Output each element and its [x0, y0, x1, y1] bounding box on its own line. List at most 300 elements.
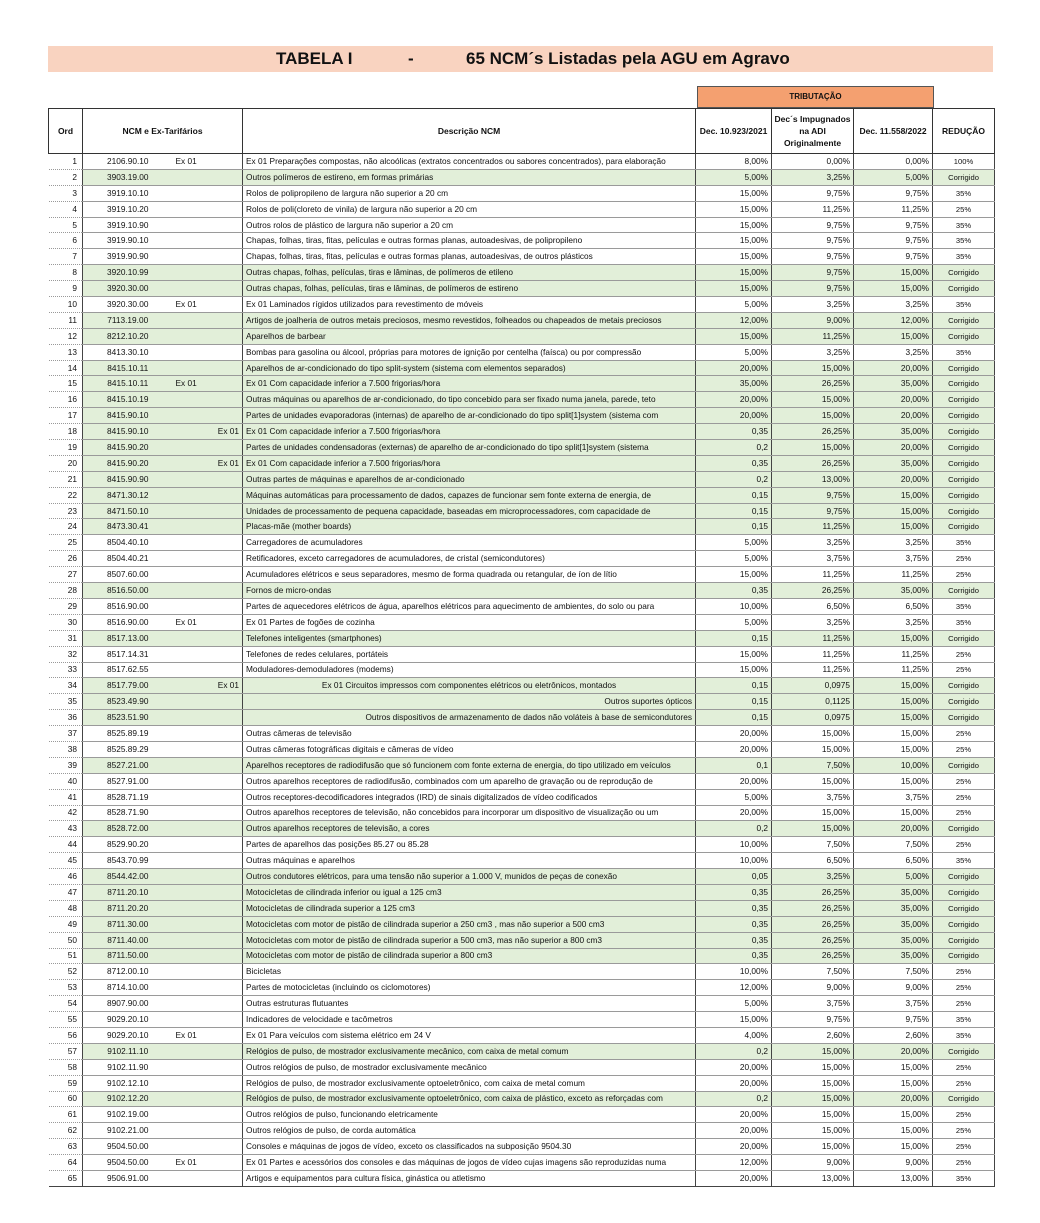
table-row [49, 154, 995, 170]
row-ncm: 8711.20.20 [83, 900, 173, 916]
row-ex-tarifario [173, 535, 243, 551]
row-ex-tarifario [173, 281, 243, 297]
row-reducao: Corrigido [933, 821, 995, 837]
row-reducao: Corrigido [933, 265, 995, 281]
row-descricao: Relógios de pulso, de mostrador exclusivamente optoeletrônico, com caixa de metal comum [243, 1075, 696, 1091]
row-ex-tarifario [173, 392, 243, 408]
row-dec-11558: 10,00% [854, 757, 933, 773]
row-ord: 40 [49, 773, 83, 789]
row-decs-impugnados: 3,25% [772, 344, 854, 360]
row-dec-10923: 0,35 [696, 900, 772, 916]
row-ncm: 8711.50.00 [83, 948, 173, 964]
row-dec-11558: 3,75% [854, 789, 933, 805]
row-decs-impugnados: 0,1125 [772, 694, 854, 710]
row-ncm: 8415.90.10 [83, 408, 173, 424]
row-reducao: Corrigido [933, 884, 995, 900]
row-descricao: Chapas, folhas, tiras, fitas, películas e outras formas planas, autoadesivas, de polipropileno [243, 233, 696, 249]
row-ex-tarifario [173, 1107, 243, 1123]
table-row [49, 916, 995, 932]
row-descricao: Outras estruturas flutuantes [243, 996, 696, 1012]
table-row [49, 694, 995, 710]
row-ncm: 8413.30.10 [83, 344, 173, 360]
table-row [49, 424, 995, 440]
row-decs-impugnados: 3,25% [772, 614, 854, 630]
row-reducao: 35% [933, 233, 995, 249]
row-ncm: 8544.42.00 [83, 869, 173, 885]
table-row [49, 455, 995, 471]
row-descricao: Outros receptores-decodificadores integrados (IRD) de sinais digitalizados de vídeo codificados [243, 789, 696, 805]
row-dec-10923: 5,00% [696, 297, 772, 313]
row-descricao: Ex 01 Com capacidade inferior a 7.500 frigorias/hora [243, 455, 696, 471]
header-ncm: NCM e Ex-Tarifários [83, 109, 243, 154]
row-dec-10923: 0,35 [696, 932, 772, 948]
row-ex-tarifario [173, 201, 243, 217]
row-dec-10923: 10,00% [696, 853, 772, 869]
row-ord: 50 [49, 932, 83, 948]
row-ord: 39 [49, 757, 83, 773]
row-reducao: Corrigido [933, 1091, 995, 1107]
row-dec-10923: 10,00% [696, 598, 772, 614]
row-decs-impugnados: 9,75% [772, 217, 854, 233]
row-ex-tarifario [173, 249, 243, 265]
row-descricao: Ex 01 Partes e acessórios dos consoles e das máquinas de jogos de vídeo cujas imagens são reproduzidas numa [243, 1155, 696, 1171]
row-dec-10923: 15,00% [696, 328, 772, 344]
row-decs-impugnados: 11,25% [772, 201, 854, 217]
title-left: TABELA I [276, 49, 353, 68]
row-decs-impugnados: 26,25% [772, 455, 854, 471]
row-dec-10923: 20,00% [696, 773, 772, 789]
row-decs-impugnados: 15,00% [772, 1059, 854, 1075]
table-row [49, 392, 995, 408]
row-dec-11558: 15,00% [854, 1059, 933, 1075]
row-ord: 5 [49, 217, 83, 233]
row-dec-10923: 12,00% [696, 980, 772, 996]
row-dec-10923: 20,00% [696, 1139, 772, 1155]
row-dec-11558: 35,00% [854, 884, 933, 900]
row-decs-impugnados: 3,25% [772, 297, 854, 313]
row-ord: 26 [49, 551, 83, 567]
row-dec-10923: 15,00% [696, 265, 772, 281]
row-dec-10923: 0,35 [696, 948, 772, 964]
row-reducao: Corrigido [933, 281, 995, 297]
table-row [49, 996, 995, 1012]
row-ncm: 3920.10.99 [83, 265, 173, 281]
row-ord: 35 [49, 694, 83, 710]
row-decs-impugnados: 11,25% [772, 519, 854, 535]
row-dec-11558: 3,25% [854, 614, 933, 630]
row-dec-11558: 15,00% [854, 630, 933, 646]
row-ord: 59 [49, 1075, 83, 1091]
row-ex-tarifario [173, 312, 243, 328]
row-ord: 36 [49, 710, 83, 726]
row-descricao: Chapas, folhas, tiras, fitas, películas e outras formas planas, autoadesivas, de outros plásticos [243, 249, 696, 265]
row-ex-tarifario [173, 1123, 243, 1139]
table-row [49, 614, 995, 630]
row-dec-10923: 12,00% [696, 1155, 772, 1171]
row-dec-11558: 9,75% [854, 233, 933, 249]
row-reducao: 35% [933, 217, 995, 233]
row-ex-tarifario [173, 980, 243, 996]
header-descricao: Descrição NCM [243, 109, 696, 154]
row-ncm: 9029.20.10 [83, 1027, 173, 1043]
table-row [49, 535, 995, 551]
row-decs-impugnados: 9,75% [772, 265, 854, 281]
row-dec-11558: 5,00% [854, 169, 933, 185]
row-reducao: Corrigido [933, 1043, 995, 1059]
row-ex-tarifario [173, 567, 243, 583]
row-ncm: 9504.50.00 [83, 1139, 173, 1155]
row-dec-10923: 20,00% [696, 726, 772, 742]
row-dec-11558: 20,00% [854, 392, 933, 408]
row-decs-impugnados: 26,25% [772, 916, 854, 932]
row-ord: 12 [49, 328, 83, 344]
row-decs-impugnados: 26,25% [772, 884, 854, 900]
table-row [49, 598, 995, 614]
row-dec-10923: 10,00% [696, 837, 772, 853]
row-reducao: 25% [933, 964, 995, 980]
row-dec-11558: 15,00% [854, 281, 933, 297]
row-ex-tarifario: Ex 01 [173, 1155, 243, 1171]
header-dec-11558: Dec. 11.558/2022 [854, 109, 933, 154]
row-dec-10923: 15,00% [696, 185, 772, 201]
row-ncm: 8712.00.10 [83, 964, 173, 980]
row-descricao: Partes de unidades evaporadoras (internas) de aparelho de ar-condicionado do tipo split[1]system (sistema com [243, 408, 696, 424]
row-ex-tarifario [173, 741, 243, 757]
row-ncm: 8471.50.10 [83, 503, 173, 519]
row-descricao: Motocicletas com motor de pistão de cilindrada superior a 800 cm3 [243, 948, 696, 964]
row-reducao: 35% [933, 1012, 995, 1028]
row-ord: 51 [49, 948, 83, 964]
table-row [49, 948, 995, 964]
row-ord: 7 [49, 249, 83, 265]
row-dec-11558: 15,00% [854, 1139, 933, 1155]
table-row [49, 900, 995, 916]
row-descricao: Moduladores-demoduladores (modems) [243, 662, 696, 678]
row-descricao: Aparelhos de barbear [243, 328, 696, 344]
row-dec-10923: 0,15 [696, 678, 772, 694]
row-descricao: Unidades de processamento de pequena capacidade, baseadas em microprocessadores, com capacidade de [243, 503, 696, 519]
row-dec-11558: 15,00% [854, 487, 933, 503]
row-reducao: Corrigido [933, 440, 995, 456]
row-ex-tarifario [173, 694, 243, 710]
row-ex-tarifario [173, 583, 243, 599]
row-reducao: Corrigido [933, 916, 995, 932]
row-reducao: 25% [933, 1139, 995, 1155]
row-dec-11558: 35,00% [854, 376, 933, 392]
table-row [49, 980, 995, 996]
row-decs-impugnados: 13,00% [772, 471, 854, 487]
row-descricao: Ex 01 Laminados rígidos utilizados para revestimento de móveis [243, 297, 696, 313]
row-ord: 64 [49, 1155, 83, 1171]
table-row [49, 821, 995, 837]
row-descricao: Partes de motocicletas (incluindo os ciclomotores) [243, 980, 696, 996]
row-dec-11558: 9,00% [854, 980, 933, 996]
table-row [49, 741, 995, 757]
table-row [49, 440, 995, 456]
row-decs-impugnados: 11,25% [772, 328, 854, 344]
row-dec-10923: 0,2 [696, 440, 772, 456]
row-reducao: 35% [933, 853, 995, 869]
row-reducao: 25% [933, 1107, 995, 1123]
row-ncm: 3919.90.90 [83, 249, 173, 265]
row-descricao: Fornos de micro-ondas [243, 583, 696, 599]
row-decs-impugnados: 15,00% [772, 1107, 854, 1123]
row-ex-tarifario [173, 996, 243, 1012]
row-decs-impugnados: 3,25% [772, 169, 854, 185]
row-ex-tarifario: Ex 01 [173, 297, 243, 313]
row-dec-11558: 13,00% [854, 1171, 933, 1187]
table-row [49, 837, 995, 853]
row-decs-impugnados: 0,0975 [772, 710, 854, 726]
row-dec-11558: 15,00% [854, 265, 933, 281]
row-decs-impugnados: 15,00% [772, 726, 854, 742]
table-row [49, 265, 995, 281]
row-reducao: 25% [933, 1075, 995, 1091]
row-ncm: 8415.90.20 [83, 440, 173, 456]
row-ex-tarifario [173, 487, 243, 503]
table-row [49, 551, 995, 567]
row-ex-tarifario [173, 630, 243, 646]
row-decs-impugnados: 3,25% [772, 869, 854, 885]
row-dec-11558: 35,00% [854, 455, 933, 471]
row-decs-impugnados: 3,75% [772, 551, 854, 567]
row-ex-tarifario [173, 964, 243, 980]
row-reducao: 25% [933, 662, 995, 678]
row-descricao: Outros aparelhos receptores de televisão, a cores [243, 821, 696, 837]
row-dec-10923: 0,35 [696, 884, 772, 900]
row-ord: 11 [49, 312, 83, 328]
row-ncm: 8415.10.19 [83, 392, 173, 408]
row-ord: 52 [49, 964, 83, 980]
row-descricao: Rolos de polipropileno de largura não superior a 20 cm [243, 185, 696, 201]
row-dec-11558: 35,00% [854, 932, 933, 948]
row-descricao: Outros relógios de pulso, de corda automática [243, 1123, 696, 1139]
row-descricao: Bombas para gasolina ou álcool, próprias para motores de ignição por centelha (faísca) ou por compressão [243, 344, 696, 360]
title-right: 65 NCM´s Listadas pela AGU em Agravo [466, 49, 790, 68]
row-descricao: Ex 01 Preparações compostas, não alcoólicas (extratos concentrados ou sabores concentrados), para elaboração [243, 154, 696, 170]
row-dec-11558: 11,25% [854, 662, 933, 678]
row-decs-impugnados: 9,75% [772, 503, 854, 519]
row-dec-10923: 10,00% [696, 964, 772, 980]
row-ncm: 8528.71.19 [83, 789, 173, 805]
row-descricao: Outros polímeros de estireno, em formas primárias [243, 169, 696, 185]
row-decs-impugnados: 26,25% [772, 583, 854, 599]
row-dec-11558: 20,00% [854, 1091, 933, 1107]
row-ord: 62 [49, 1123, 83, 1139]
row-dec-11558: 20,00% [854, 360, 933, 376]
row-reducao: 25% [933, 1123, 995, 1139]
row-ord: 37 [49, 726, 83, 742]
row-ex-tarifario [173, 551, 243, 567]
row-ncm: 9102.11.90 [83, 1059, 173, 1075]
row-dec-11558: 11,25% [854, 201, 933, 217]
row-ord: 9 [49, 281, 83, 297]
row-ord: 45 [49, 853, 83, 869]
row-decs-impugnados: 15,00% [772, 1123, 854, 1139]
row-dec-10923: 15,00% [696, 662, 772, 678]
row-decs-impugnados: 15,00% [772, 1075, 854, 1091]
row-ord: 3 [49, 185, 83, 201]
row-decs-impugnados: 15,00% [772, 741, 854, 757]
table-row [49, 503, 995, 519]
row-dec-11558: 35,00% [854, 916, 933, 932]
row-dec-11558: 2,60% [854, 1027, 933, 1043]
row-dec-11558: 9,00% [854, 1155, 933, 1171]
row-descricao: Motocicletas de cilindrada superior a 125 cm3 [243, 900, 696, 916]
row-decs-impugnados: 15,00% [772, 440, 854, 456]
row-reducao: 25% [933, 805, 995, 821]
row-ex-tarifario [173, 169, 243, 185]
row-ncm: 8504.40.10 [83, 535, 173, 551]
row-dec-11558: 3,75% [854, 996, 933, 1012]
row-ncm: 9506.91.00 [83, 1171, 173, 1187]
row-reducao: Corrigido [933, 392, 995, 408]
row-decs-impugnados: 9,00% [772, 312, 854, 328]
row-reducao: 35% [933, 535, 995, 551]
row-dec-10923: 0,15 [696, 710, 772, 726]
row-ncm: 8415.90.90 [83, 471, 173, 487]
row-decs-impugnados: 7,50% [772, 837, 854, 853]
row-reducao: Corrigido [933, 757, 995, 773]
table-row [49, 328, 995, 344]
tributacao-header: TRIBUTAÇÃO [697, 86, 934, 108]
row-decs-impugnados: 0,0975 [772, 678, 854, 694]
row-ncm: 3903.19.00 [83, 169, 173, 185]
table-row [49, 408, 995, 424]
row-reducao: Corrigido [933, 424, 995, 440]
row-ex-tarifario [173, 328, 243, 344]
row-ncm: 3920.30.00 [83, 281, 173, 297]
row-reducao: 25% [933, 551, 995, 567]
row-dec-10923: 0,15 [696, 519, 772, 535]
header-decs-impugnados [772, 109, 854, 154]
row-ex-tarifario [173, 1043, 243, 1059]
row-decs-impugnados: 11,25% [772, 630, 854, 646]
row-reducao: 25% [933, 996, 995, 1012]
row-decs-impugnados: 9,75% [772, 249, 854, 265]
row-ord: 18 [49, 424, 83, 440]
row-dec-10923: 0,2 [696, 1043, 772, 1059]
row-ex-tarifario [173, 408, 243, 424]
row-ncm: 8529.90.20 [83, 837, 173, 853]
row-dec-10923: 20,00% [696, 408, 772, 424]
row-dec-10923: 35,00% [696, 376, 772, 392]
table-row [49, 1107, 995, 1123]
row-reducao: 25% [933, 201, 995, 217]
row-descricao: Motocicletas de cilindrada inferior ou igual a 125 cm3 [243, 884, 696, 900]
row-ord: 49 [49, 916, 83, 932]
table-row [49, 726, 995, 742]
row-ncm: 8415.90.10 [83, 424, 173, 440]
row-ex-tarifario [173, 360, 243, 376]
row-ex-tarifario [173, 1091, 243, 1107]
table-row [49, 281, 995, 297]
row-dec-10923: 12,00% [696, 312, 772, 328]
row-decs-impugnados: 11,25% [772, 567, 854, 583]
row-ord: 8 [49, 265, 83, 281]
row-dec-11558: 15,00% [854, 519, 933, 535]
table-row [49, 1012, 995, 1028]
row-reducao: 35% [933, 598, 995, 614]
row-descricao: Outras máquinas ou aparelhos de ar-condicionado, do tipo concebido para ser fixado numa janela, parede, teto [243, 392, 696, 408]
row-descricao: Ex 01 Com capacidade inferior a 7.500 frigorias/hora [243, 376, 696, 392]
table-row [49, 519, 995, 535]
row-ord: 10 [49, 297, 83, 313]
table-row [49, 376, 995, 392]
row-reducao: Corrigido [933, 312, 995, 328]
row-ex-tarifario [173, 821, 243, 837]
row-dec-10923: 0,05 [696, 869, 772, 885]
row-reducao: 35% [933, 1027, 995, 1043]
row-descricao: Outras chapas, folhas, películas, tiras e lâminas, de polímeros de etileno [243, 265, 696, 281]
row-ncm: 3919.10.20 [83, 201, 173, 217]
row-ncm: 3919.90.10 [83, 233, 173, 249]
row-dec-11558: 20,00% [854, 408, 933, 424]
row-dec-10923: 15,00% [696, 217, 772, 233]
row-ncm: 8907.90.00 [83, 996, 173, 1012]
row-ex-tarifario [173, 646, 243, 662]
row-ex-tarifario [173, 185, 243, 201]
row-dec-10923: 20,00% [696, 1075, 772, 1091]
table-row [49, 646, 995, 662]
row-ord: 43 [49, 821, 83, 837]
row-ncm: 8711.40.00 [83, 932, 173, 948]
table-row [49, 630, 995, 646]
row-reducao: 100% [933, 154, 995, 170]
row-ord: 2 [49, 169, 83, 185]
table-row [49, 1091, 995, 1107]
row-ex-tarifario [173, 1012, 243, 1028]
table-row [49, 583, 995, 599]
row-reducao: Corrigido [933, 630, 995, 646]
row-ord: 32 [49, 646, 83, 662]
row-ord: 20 [49, 455, 83, 471]
table-row [49, 1171, 995, 1187]
table-row [49, 1059, 995, 1075]
row-dec-10923: 0,2 [696, 471, 772, 487]
row-ncm: 8527.91.00 [83, 773, 173, 789]
table-row [49, 233, 995, 249]
row-decs-impugnados: 26,25% [772, 376, 854, 392]
table-row [49, 869, 995, 885]
row-decs-impugnados: 15,00% [772, 1043, 854, 1059]
row-descricao: Partes de aparelhos das posições 85.27 ou 85.28 [243, 837, 696, 853]
row-dec-10923: 0,2 [696, 821, 772, 837]
row-ex-tarifario: Ex 01 [173, 614, 243, 630]
row-ncm: 8516.50.00 [83, 583, 173, 599]
row-ord: 61 [49, 1107, 83, 1123]
row-dec-10923: 5,00% [696, 344, 772, 360]
row-dec-10923: 4,00% [696, 1027, 772, 1043]
row-ex-tarifario [173, 837, 243, 853]
row-ord: 54 [49, 996, 83, 1012]
row-dec-10923: 20,00% [696, 1123, 772, 1139]
row-dec-11558: 35,00% [854, 424, 933, 440]
row-ex-tarifario [173, 265, 243, 281]
row-ex-tarifario [173, 916, 243, 932]
row-dec-11558: 11,25% [854, 567, 933, 583]
row-ncm: 8517.13.00 [83, 630, 173, 646]
row-ncm: 8711.20.10 [83, 884, 173, 900]
row-dec-11558: 20,00% [854, 1043, 933, 1059]
row-descricao: Partes de unidades condensadoras (externas) de aparelho de ar-condicionado do tipo split[1]system (sistema [243, 440, 696, 456]
row-ncm: 8517.79.00 [83, 678, 173, 694]
table-row [49, 169, 995, 185]
row-ncm: 8517.14.31 [83, 646, 173, 662]
row-ncm: 9102.12.10 [83, 1075, 173, 1091]
row-ncm: 8714.10.00 [83, 980, 173, 996]
row-decs-impugnados: 26,25% [772, 932, 854, 948]
